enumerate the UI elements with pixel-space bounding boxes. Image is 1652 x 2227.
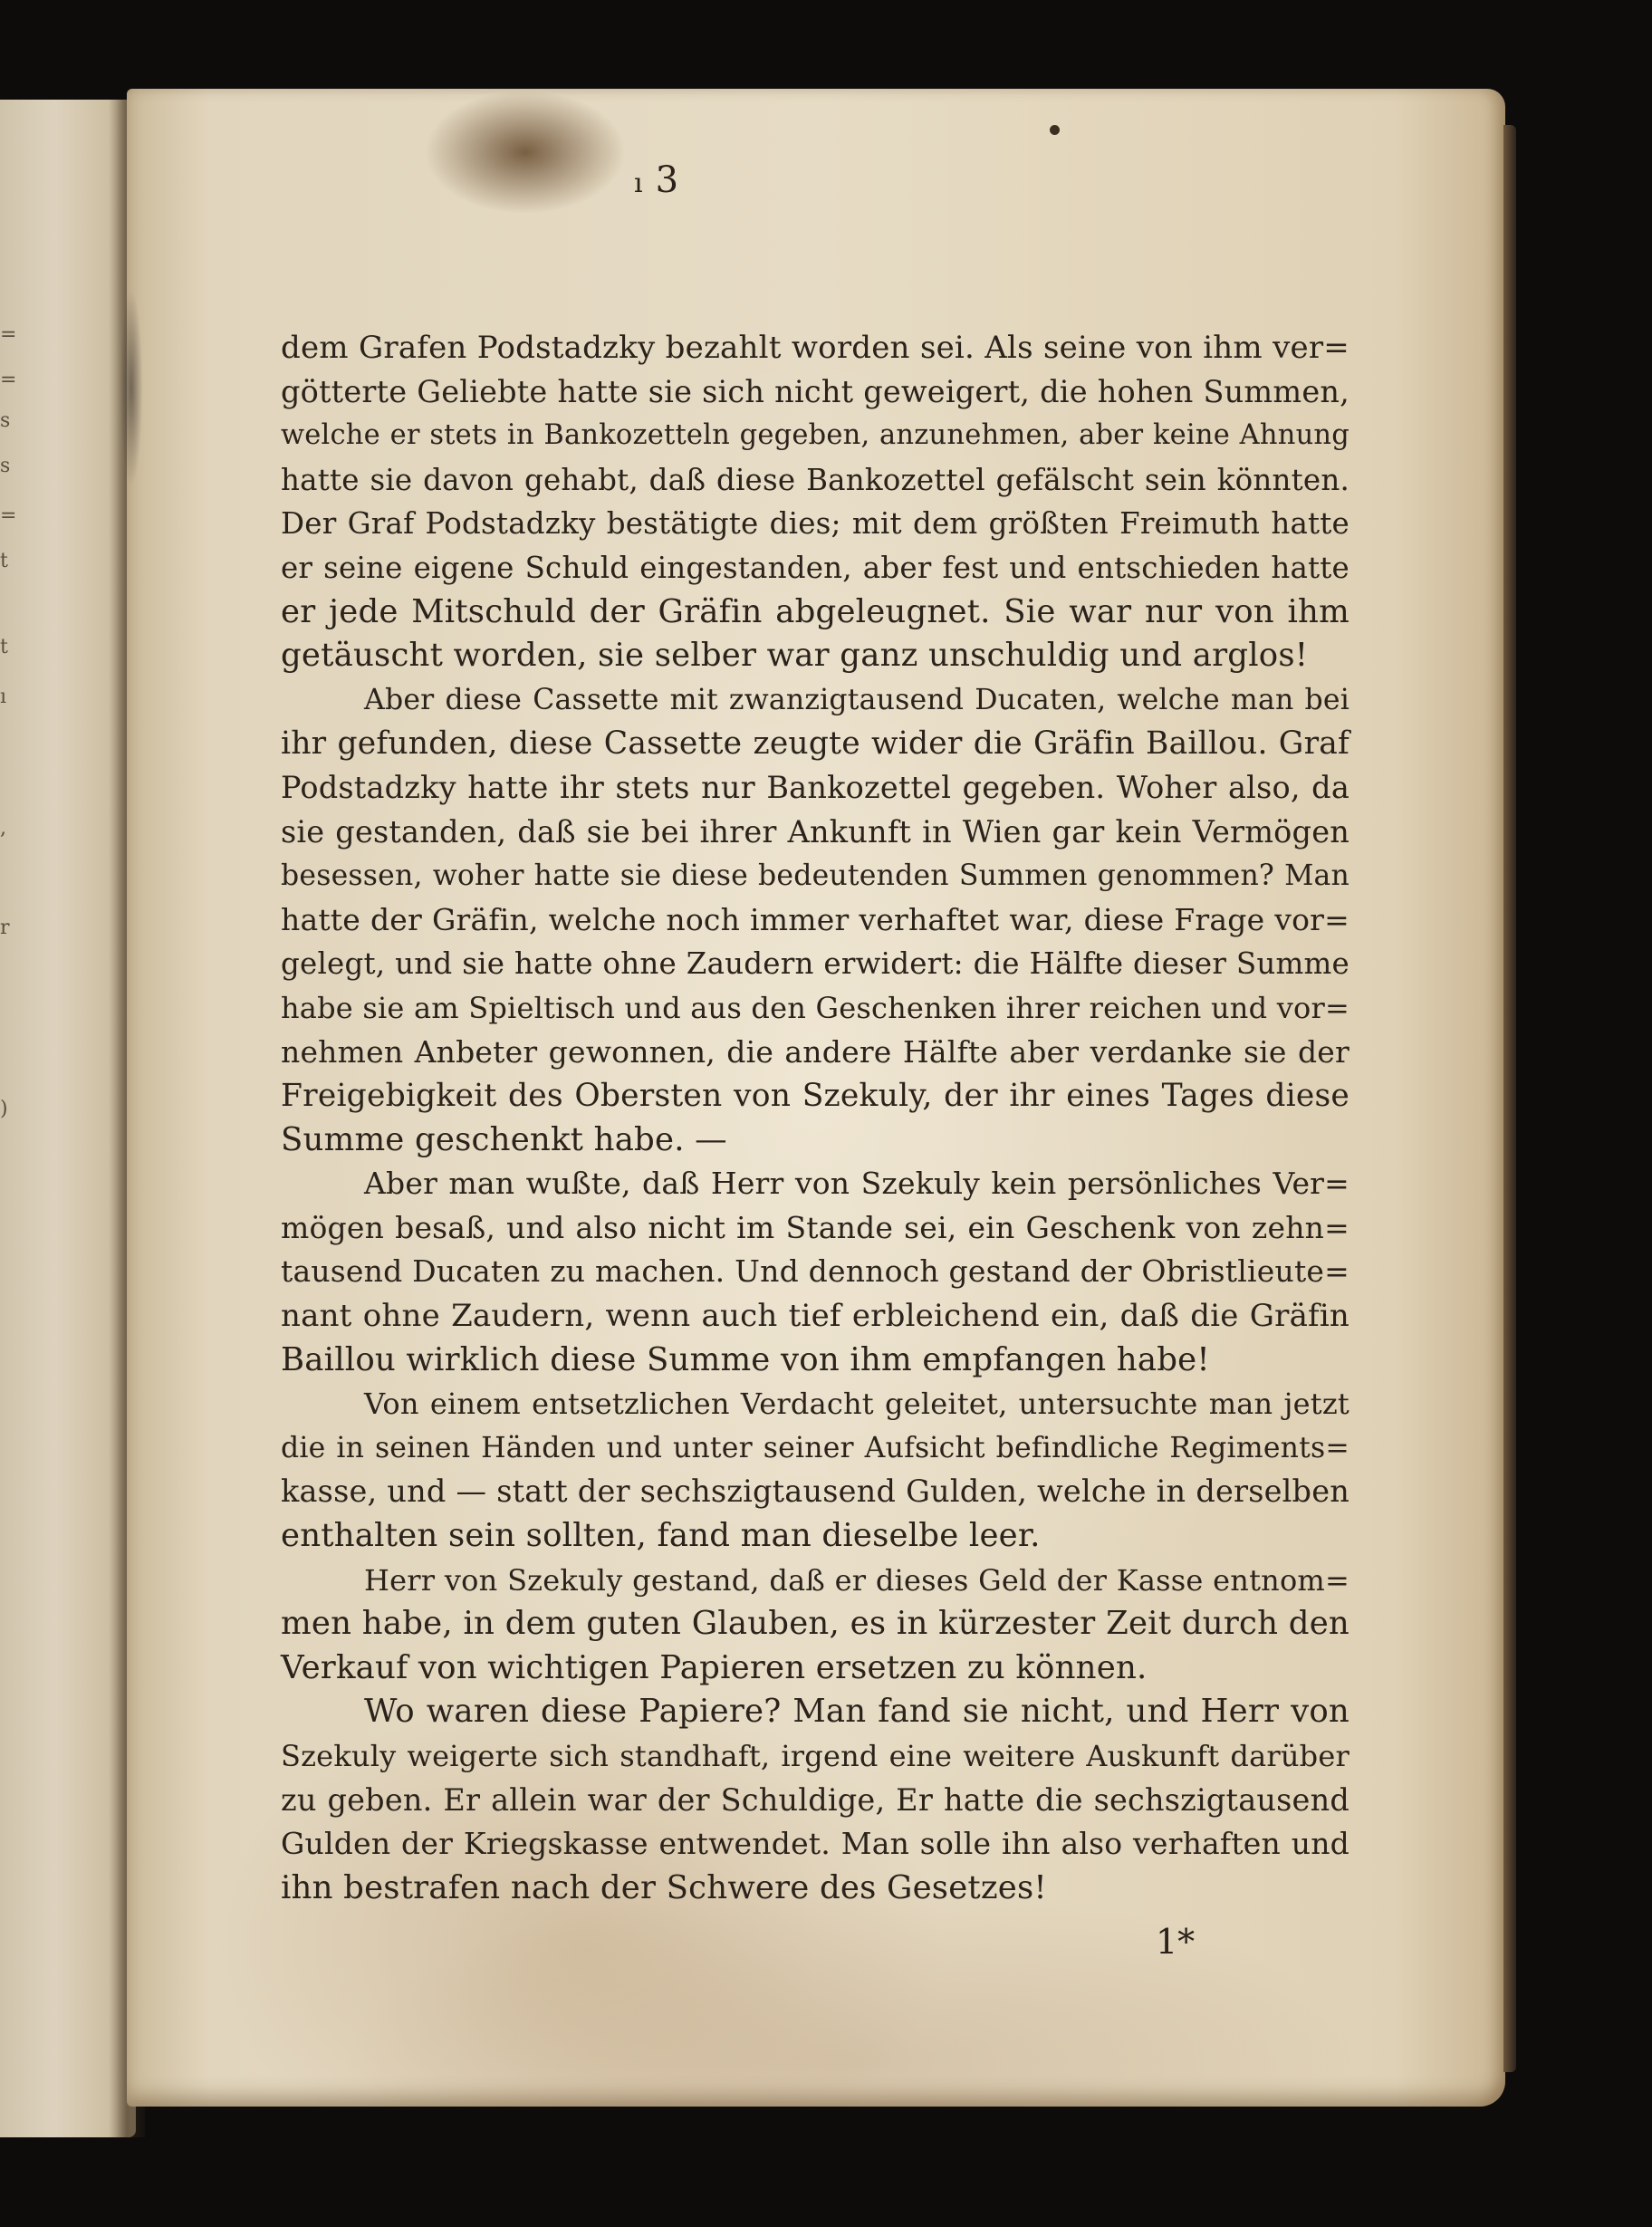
text-line: tausend Ducaten zu machen. Und dennoch gestand der Obristlieute=: [281, 1253, 1349, 1290]
facing-page-glyph: s: [0, 409, 11, 432]
facing-page-glyph: r: [0, 917, 10, 939]
text-line: götterte Geliebte hatte sie sich nicht geweigert, die hohen Summen,: [281, 373, 1349, 409]
facing-page-glyph: =: [0, 323, 17, 346]
facing-page-glyph: t: [0, 636, 8, 658]
text-line: Podstadzky hatte ihr stets nur Bankozettel gegeben. Woher also, da: [281, 769, 1349, 805]
text-line: Szekuly weigerte sich standhaft, irgend eine weitere Auskunft darüber: [281, 1739, 1349, 1773]
page-header: [634, 159, 815, 201]
facing-page-glyph: ): [0, 1098, 8, 1120]
text-line: ihn bestrafen nach der Schwere des Gesetzes!: [281, 1868, 1047, 1906]
text-line: nehmen Anbeter gewonnen, die andere Hälfte aber verdanke sie der: [281, 1033, 1349, 1070]
text-line: Wo waren diese Papiere? Man fand sie nicht, und Herr von: [364, 1693, 1349, 1731]
page-number: 3: [655, 159, 679, 201]
body-text: [281, 326, 1349, 1910]
text-line: kasse, und — statt der sechszigtausend Gulden, welche in derselben: [281, 1473, 1349, 1510]
text-line: sie gestanden, daß sie bei ihrer Ankunft in Wien gar kein Vermögen: [281, 813, 1349, 850]
facing-page-glyph: s: [0, 455, 11, 477]
text-line: Von einem entsetzlichen Verdacht geleitet, untersuchte man jetzt: [364, 1387, 1349, 1422]
text-line: gelegt, und sie hatte ohne Zaudern erwidert: die Hälfte dieser Summe: [281, 946, 1349, 982]
text-line: Summe geschenkt habe. —: [281, 1120, 727, 1158]
ink-spot: [1050, 125, 1060, 135]
facing-page-glyph: =: [0, 369, 17, 391]
text-line: men habe, in dem guten Glauben, es in kürzester Zeit durch den: [281, 1605, 1349, 1643]
text-line: Aber man wußte, daß Herr von Szekuly kein persönliches Ver=: [364, 1166, 1349, 1202]
facing-page-glyph: ,: [0, 817, 6, 840]
page-stain: [116, 252, 147, 523]
text-line: Verkauf von wichtigen Papieren ersetzen zu können.: [281, 1648, 1148, 1686]
text-line: Freigebigkeit des Obersten von Szekuly, der ihr eines Tages diese: [281, 1078, 1349, 1115]
text-line: Gulden der Kriegskasse entwendet. Man solle ihn also verhaften und: [281, 1826, 1349, 1862]
text-line: Herr von Szekuly gestand, daß er dieses Geld der Kasse entnom=: [364, 1562, 1349, 1598]
text-line: hatte sie davon gehabt, daß diese Bankozettel gefälscht sein könnten.: [281, 462, 1349, 497]
signature-mark: 1*: [1156, 1922, 1196, 1962]
text-line: Baillou wirklich diese Summe von ihm empfangen habe!: [281, 1340, 1210, 1378]
facing-page-glyph: =: [0, 504, 17, 527]
text-line: enthalten sein sollten, fand man dieselbe leer.: [281, 1517, 1041, 1555]
page-edge: [1503, 125, 1516, 2072]
printer-mark: ı: [634, 168, 643, 199]
text-line: nant ohne Zaudern, wenn auch tief erbleichend ein, daß die Gräfin: [281, 1298, 1349, 1335]
text-line: dem Grafen Podstadzky bezahlt worden sei. Als seine von ihm ver=: [281, 330, 1349, 366]
facing-page-glyph: ı: [0, 686, 7, 708]
facing-page-glyph: t: [0, 550, 8, 572]
text-line: habe sie am Spieltisch und aus den Geschenken ihrer reichen und vor=: [281, 990, 1349, 1025]
text-line: welche er stets in Bankozetteln gegeben, anzunehmen, aber keine Ahnung: [281, 419, 1349, 452]
text-line: er jede Mitschuld der Gräfin abgeleugnet. Sie war nur von ihm: [281, 592, 1349, 630]
text-line: mögen besaß, und also nicht im Stande sei, ein Geschenk von zehn=: [281, 1209, 1349, 1245]
text-line: besessen, woher hatte sie diese bedeutenden Summen genommen? Man: [281, 859, 1349, 893]
text-line: Der Graf Podstadzky bestätigte dies; mit dem größten Freimuth hatte: [281, 506, 1349, 542]
text-line: getäuscht worden, sie selber war ganz unschuldig und arglos!: [281, 637, 1309, 675]
text-line: er seine eigene Schuld eingestanden, aber fest und entschieden hatte: [281, 550, 1349, 585]
text-line: die in seinen Händen und unter seiner Aufsicht befindliche Regiments=: [281, 1431, 1349, 1464]
text-line: Aber diese Cassette mit zwanzigtausend Ducaten, welche man bei: [364, 683, 1349, 716]
text-line: zu geben. Er allein war der Schuldige, Er hatte die sechszigtausend: [281, 1781, 1349, 1818]
text-line: ihr gefunden, diese Cassette zeugte wider die Gräfin Baillou. Graf: [281, 725, 1349, 763]
text-line: hatte der Gräfin, welche noch immer verhaftet war, diese Frage vor=: [281, 901, 1349, 937]
